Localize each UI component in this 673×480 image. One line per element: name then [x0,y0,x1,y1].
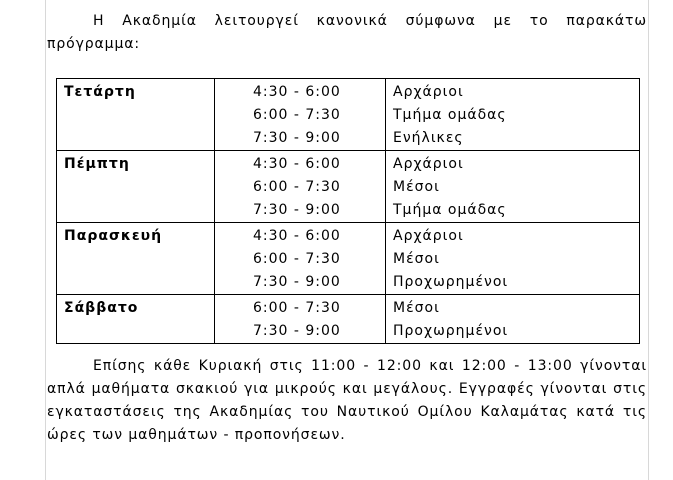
group-name: Μέσοι [393,300,440,316]
intro-paragraph: Η Ακαδημία λειτουργεί κανονικά σύμφωνα με το παρακάτω πρόγραμμα: [47,13,647,52]
schedule-table [56,78,640,344]
group-name: Τμήμα ομάδας [393,107,507,123]
table-row [57,79,640,151]
time-slot: 7:30 - 9:00 [253,202,341,218]
schedule-body [57,79,640,344]
group-name: Μέσοι [393,179,440,195]
group-name: Τμήμα ομάδας [393,202,507,218]
page-right-edge [648,0,649,480]
groups-cell [386,223,640,295]
group-name: Αρχάριοι [393,228,464,244]
table-row [57,151,640,223]
day-label: Σάββατο [64,300,139,316]
time-slot: 6:00 - 7:30 [253,300,341,316]
group-name: Αρχάριοι [393,84,464,100]
time-slot: 6:00 - 7:30 [253,251,341,267]
group-name: Μέσοι [393,251,440,267]
day-cell [57,151,215,223]
times-cell [215,79,386,151]
table-row [57,295,640,344]
day-cell [57,79,215,151]
time-slot: 6:00 - 7:30 [253,179,341,195]
time-slot: 4:30 - 6:00 [253,228,341,244]
time-slot: 7:30 - 9:00 [253,274,341,290]
day-label: Παρασκευή [64,228,163,244]
time-slot: 4:30 - 6:00 [253,84,341,100]
page-left-edge [45,0,46,480]
time-slot: 6:00 - 7:30 [253,107,341,123]
day-label: Πέμπτη [64,156,130,172]
group-name: Προχωρημένοι [393,274,509,290]
table-row [57,223,640,295]
groups-cell [386,151,640,223]
day-cell [57,223,215,295]
time-slot: 7:30 - 9:00 [253,130,341,146]
day-label: Τετάρτη [64,84,136,100]
groups-cell [386,295,640,344]
times-cell [215,295,386,344]
group-name: Αρχάριοι [393,156,464,172]
group-name: Ενήλικες [393,130,464,146]
group-name: Προχωρημένοι [393,323,509,339]
times-cell [215,223,386,295]
time-slot: 7:30 - 9:00 [253,323,341,339]
time-slot: 4:30 - 6:00 [253,156,341,172]
closing-paragraph: Επίσης κάθε Κυριακή στις 11:00 - 12:00 και 12:00 - 13:00 γίνονται απλά μαθήματα σκακιού για μικρούς και μεγάλους. Εγγραφές γίνονται στις εγκαταστάσεις της Ακαδημίας του Ναυτικού Ομίλου Καλαμάτας κατά τις ώρες των μαθημάτων - προπονήσεων. [47,358,647,443]
groups-cell [386,79,640,151]
times-cell [215,151,386,223]
day-cell [57,295,215,344]
